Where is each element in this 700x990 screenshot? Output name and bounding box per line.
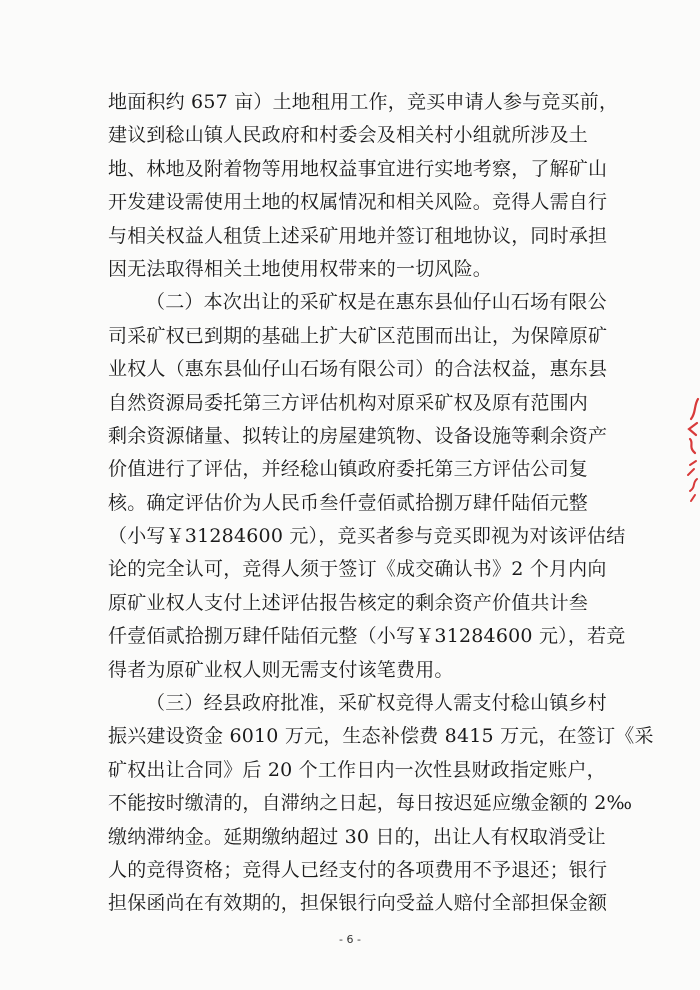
text-line: 开发建设需使用土地的权属情况和相关风险。竞得人需自行 bbox=[108, 191, 608, 214]
text-line: 价值进行了评估，并经稔山镇政府委托第三方评估公司复 bbox=[108, 458, 589, 481]
text-line: 司采矿权已到期的基础上扩大矿区范围而出让，为保障原矿 bbox=[108, 324, 608, 347]
body-text bbox=[108, 86, 654, 921]
text-line: 业权人（惠东县仙仔山石场有限公司）的合法权益，惠东县 bbox=[108, 358, 608, 381]
text-line: 自然资源局委托第三方评估机构对原采矿权及原有范围内 bbox=[108, 391, 589, 414]
text-line: 与相关权益人租赁上述采矿用地并签订租地协议，同时承担 bbox=[108, 224, 608, 247]
text-line: 地面积约 657 亩）土地租用工作，竞买申请人参与竞买前， bbox=[108, 91, 619, 113]
text-line: 原矿业权人支付上述评估报告核定的剩余资产价值共计叁 bbox=[108, 591, 589, 614]
paragraph-start-line: （三）经县政府批准，采矿权竞得人需支付稔山镇乡村 bbox=[146, 692, 607, 715]
text-line: 缴纳滞纳金。延期缴纳超过 30 日的，出让人有权取消受让 bbox=[108, 825, 606, 848]
text-line: 振兴建设资金 6010 万元，生态补偿费 8415 万元，在签订《采 bbox=[108, 725, 654, 748]
text-line: （小写￥31284600 元），竞买者参与竞买即视为对该评估结 bbox=[108, 525, 626, 548]
text-line: 矿权出让合同》后 20 个工作日内一次性县财政指定账户， bbox=[108, 758, 606, 781]
paragraph-start-line: （二）本次出让的采矿权是在惠东县仙仔山石场有限公 bbox=[146, 291, 607, 314]
text-line: 核。确定评估价为人民币叁仟壹佰贰拾捌万肆仟陆佰元整 bbox=[108, 491, 589, 514]
text-line: 建议到稔山镇人民政府和村委会及相关村小组就所涉及土 bbox=[108, 124, 589, 147]
text-line: 论的完全认可，竞得人须于签订《成交确认书》2 个月内向 bbox=[108, 558, 607, 581]
text-line: 得者为原矿业权人则无需支付该笔费用。 bbox=[108, 658, 454, 681]
text-line: 因无法取得相关土地使用权带来的一切风险。 bbox=[108, 257, 493, 280]
page-number: - 6 - bbox=[339, 933, 361, 946]
seal-stamp-edge bbox=[684, 395, 700, 505]
text-line: 不能按时缴清的，自滞纳之日起，每日按迟延应缴金额的 2‰ bbox=[108, 792, 633, 815]
text-line: 人的竞得资格；竞得人已经支付的各项费用不予退还；银行 bbox=[108, 858, 608, 881]
text-line: 地、林地及附着物等用地权益事宜进行实地考察，了解矿山 bbox=[108, 157, 608, 180]
text-line: 剩余资源储量、拟转让的房屋建筑物、设备设施等剩余资产 bbox=[108, 424, 608, 447]
text-line: 仟壹佰贰拾捌万肆仟陆佰元整（小写￥31284600 元），若竞 bbox=[108, 625, 626, 648]
text-line: 担保函尚在有效期的，担保银行向受益人赔付全部担保金额 bbox=[108, 892, 608, 915]
